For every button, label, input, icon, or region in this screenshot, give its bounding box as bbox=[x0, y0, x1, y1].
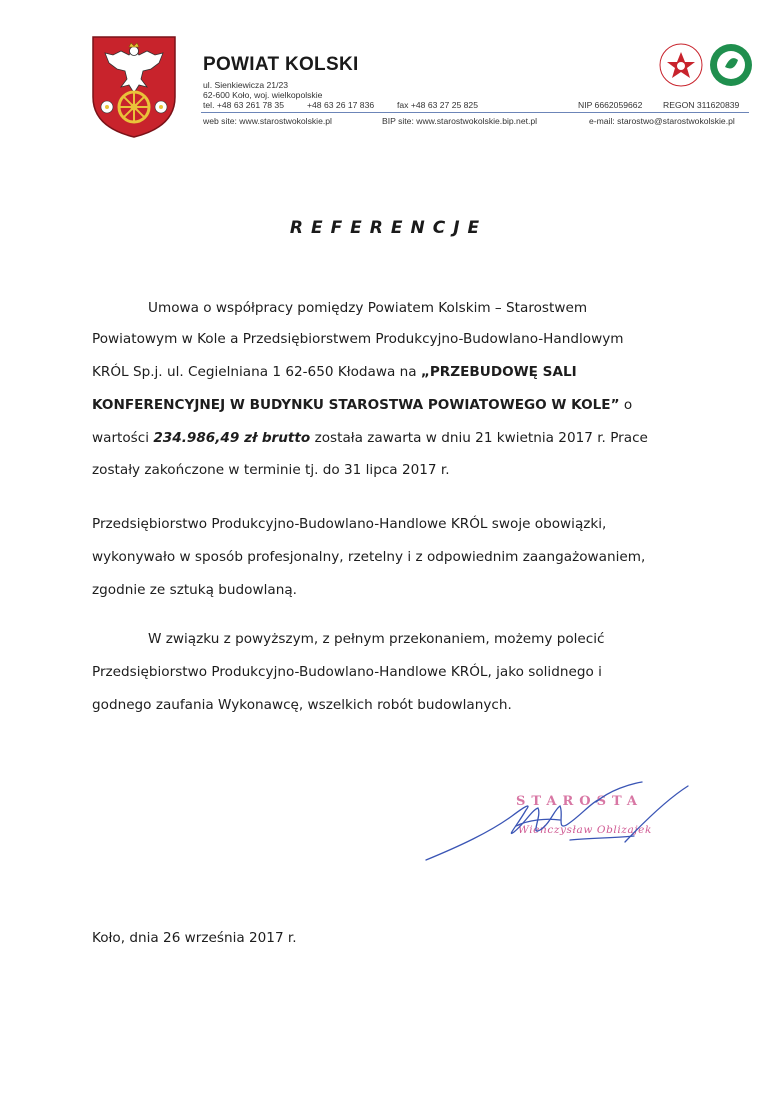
header-divider bbox=[201, 112, 749, 113]
paragraph-3-line-2: Przedsiębiorstwo Produkcyjno-Budowlano-Handlowe KRÓL, jako solidnego i bbox=[92, 664, 602, 680]
paragraph-1-line-1: Umowa o współpracy pomiędzy Powiatem Kolskim – Starostwem bbox=[148, 300, 588, 316]
paragraph-2-line-1: Przedsiębiorstwo Produkcyjno-Budowlano-Handlowe KRÓL swoje obowiązki, bbox=[92, 516, 607, 532]
address-line-2: 62-600 Koło, woj. wielkopolskie bbox=[203, 90, 323, 100]
paragraph-2-line-3: zgodnie ze sztuką budowlaną. bbox=[92, 582, 297, 598]
paragraph-1-line-6: zostały zakończone w terminie tj. do 31 lipca 2017 r. bbox=[92, 462, 450, 478]
paragraph-1-line-4: KONFERENCYJNEJ W BUDYNKU STAROSTWA POWIATOWEGO W KOLE” o bbox=[92, 397, 633, 413]
wiazek-powiatow-logo bbox=[658, 42, 704, 88]
coat-of-arms-logo bbox=[91, 35, 177, 139]
nip-number: NIP 6662059662 bbox=[578, 100, 643, 110]
handwritten-signature bbox=[420, 780, 710, 870]
website-link[interactable]: web site: www.starostwokolskie.pl bbox=[203, 116, 332, 126]
paragraph-2-line-2: wykonywało w sposób profesjonalny, rzetelny i z odpowiednim zaangażowaniem, bbox=[92, 549, 646, 565]
org-name: POWIAT KOLSKI bbox=[203, 54, 359, 75]
document-date: Koło, dnia 26 września 2017 r. bbox=[92, 930, 297, 946]
paragraph-3-line-1: W związku z powyższym, z pełnym przekonaniem, możemy polecić bbox=[148, 631, 605, 647]
green-certificate-logo bbox=[708, 42, 754, 88]
stamp-name: Wieńczysław Oblizajek bbox=[518, 824, 652, 836]
fax-number: fax +48 63 27 25 825 bbox=[397, 100, 478, 110]
document-title: REFERENCJE bbox=[289, 218, 488, 238]
paragraph-3-line-3: godnego zaufania Wykonawcę, wszelkich robót budowlanych. bbox=[92, 697, 512, 713]
paragraph-1-line-2: Powiatowym w Kole a Przedsiębiorstwem Produkcyjno-Budowlano-Handlowym bbox=[92, 331, 624, 347]
phone-number-2: +48 63 26 17 836 bbox=[307, 100, 375, 110]
stamp-title: STAROSTA bbox=[516, 794, 644, 809]
regon-number: REGON 311620839 bbox=[663, 100, 740, 110]
bip-link[interactable]: BIP site: www.starostwokolskie.bip.net.pl bbox=[382, 116, 538, 126]
paragraph-1-line-3: KRÓL Sp.j. ul. Cegielniana 1 62-650 Kłodawa na „PRZEBUDOWĘ SALI bbox=[92, 364, 577, 380]
phone-number: tel. +48 63 261 78 35 bbox=[203, 100, 284, 110]
address-line-1: ul. Sienkiewicza 21/23 bbox=[203, 80, 289, 90]
paragraph-1-line-5: wartości 234.986,49 zł brutto została zawarta w dniu 21 kwietnia 2017 r. Prace bbox=[92, 430, 648, 446]
email-link[interactable]: e-mail: starostwo@starostwokolskie.pl bbox=[589, 116, 735, 126]
